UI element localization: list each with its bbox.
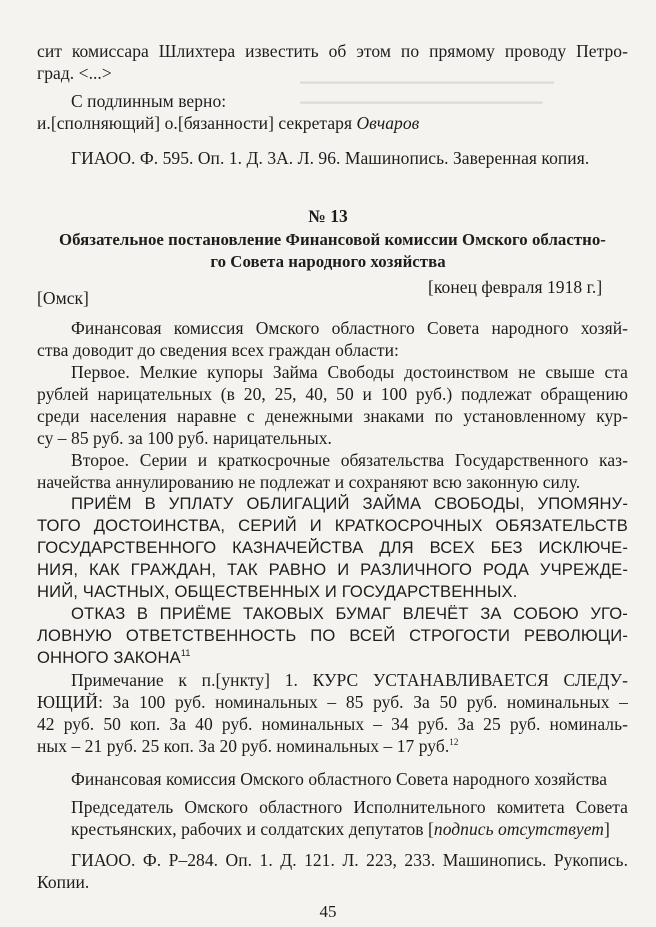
text-line: 42 руб. 50 коп. За 40 руб. номинальных – 34 руб. За 25 руб. номиналь- (37, 714, 628, 734)
text-line: Финансовая комиссия Омского областного Совета народного хозяй- (71, 318, 628, 338)
bleed-through: ▁▁▁▁▁▁▁▁▁▁▁▁▁▁▁▁▁▁▁▁▁ (300, 88, 543, 104)
text-line: рублей нарицательных (в 20, 25, 40, 50 и 100 руб.) подлежат обращению (37, 384, 628, 404)
caps-line: НИЯ, КАК ГРАЖДАН, ТАК РАВНО И РАЗЛИЧНОГО РОДА УЧРЕЖДЕ- (37, 560, 628, 579)
bleed-through: ▁▁▁▁▁▁▁▁▁▁▁▁▁▁▁▁▁▁▁▁▁▁ (300, 68, 554, 84)
footnote-ref: 11 (180, 648, 191, 658)
text-line: ства доводит до сведения всех граждан области: (37, 340, 399, 360)
archive-reference: ГИАОО. Ф. Р–284. Оп. 1. Д. 121. Л. 223, 233. Машинопись. Рукопись. (71, 850, 628, 870)
secretary-title: и.[сполняющий] о.[бязанности] секретаря (37, 113, 357, 133)
signoff-chair: Председатель Омского областного Исполнительного комитета Совета (71, 797, 628, 817)
signature-absent-note: подпись отсутствует (433, 819, 604, 839)
text-line: град. <...> (37, 63, 112, 83)
document-place: [Омск] (37, 288, 89, 308)
document-date: [конец февраля 1918 г.] (428, 277, 603, 297)
text-line: ЮЩИЙ: За 100 руб. номинальных – 85 руб. За 50 руб. номинальных – (37, 692, 628, 712)
text-line: сит комиссара Шлихтера известить об этом по прямому проводу Петро- (37, 41, 628, 61)
signature-line (37, 112, 419, 134)
signoff-text: крестьянских, рабочих и солдатских депутатов [ (71, 819, 434, 839)
caps-line: ОТКАЗ В ПРИЁМЕ ТАКОВЫХ БУМАГ ВЛЕЧЁТ ЗА СОБОЮ УГО- (71, 604, 628, 623)
signoff-org: Финансовая комиссия Омского областного Совета народного хозяйства (71, 769, 608, 789)
caps-text: ОННОГО ЗАКОНА (37, 648, 181, 667)
archive-reference: ГИАОО. Ф. 595. Оп. 1. Д. 3А. Л. 96. Машинопись. Заверенная копия. (71, 148, 590, 168)
text-line (37, 735, 458, 757)
text-line: Первое. Мелкие купоры Займа Свободы достоинством не свыше ста (71, 362, 628, 382)
signoff-text: ] (603, 819, 610, 839)
text-segment: ных – 21 руб. 25 коп. За 20 руб. номинальных – 17 руб. (37, 736, 450, 756)
text-line: Примечание к п.[ункту] 1. КУРС УСТАНАВЛИВАЕТСЯ СЛЕДУ- (71, 670, 628, 690)
caps-line: НИЙ, ЧАСТНЫХ, ОБЩЕСТВЕННЫХ И ГОСУДАРСТВЕННЫХ. (37, 582, 518, 601)
document-number: № 13 (308, 206, 348, 226)
secretary-name: Овчаров (356, 113, 420, 133)
document-title: го Совета народного хозяйства (210, 252, 446, 271)
text-line: среди населения наравне с денежными знаками по установленному кур- (37, 406, 628, 426)
signoff-chair-line (71, 818, 610, 840)
text-line: С подлинным верно: (71, 91, 227, 111)
caps-line: ТОГО ДОСТОИНСТВА, СЕРИЙ И КРАТКОСРОЧНЫХ ОБЯЗАТЕЛЬСТВ (37, 516, 628, 535)
text-line: начейства аннулированию не подлежат и сохраняют всю законную силу. (37, 472, 581, 492)
caps-line: ГОСУДАРСТВЕННОГО КАЗНАЧЕЙСТВА ДЛЯ ВСЕХ БЕЗ ИСКЛЮЧЕ- (37, 538, 628, 557)
archive-reference: Копии. (37, 872, 90, 892)
text-line: су – 85 руб. за 100 руб. нарицательных. (37, 428, 332, 448)
caps-line: ПРИЁМ В УПЛАТУ ОБЛИГАЦИЙ ЗАЙМА СВОБОДЫ, УПОМЯНУ- (71, 494, 628, 513)
page-number: 45 (319, 902, 337, 921)
footnote-ref: 12 (449, 737, 459, 747)
caps-line: ЛОВНУЮ ОТВЕТСТВЕННОСТЬ ПО ВСЕЙ СТРОГОСТИ РЕВОЛЮЦИ- (37, 626, 628, 645)
text-line: Второе. Серии и краткосрочные обязательства Государственного каз- (71, 450, 628, 470)
document-title: Обязательное постановление Финансовой комиссии Омского областно- (59, 230, 606, 249)
caps-line (37, 647, 191, 669)
